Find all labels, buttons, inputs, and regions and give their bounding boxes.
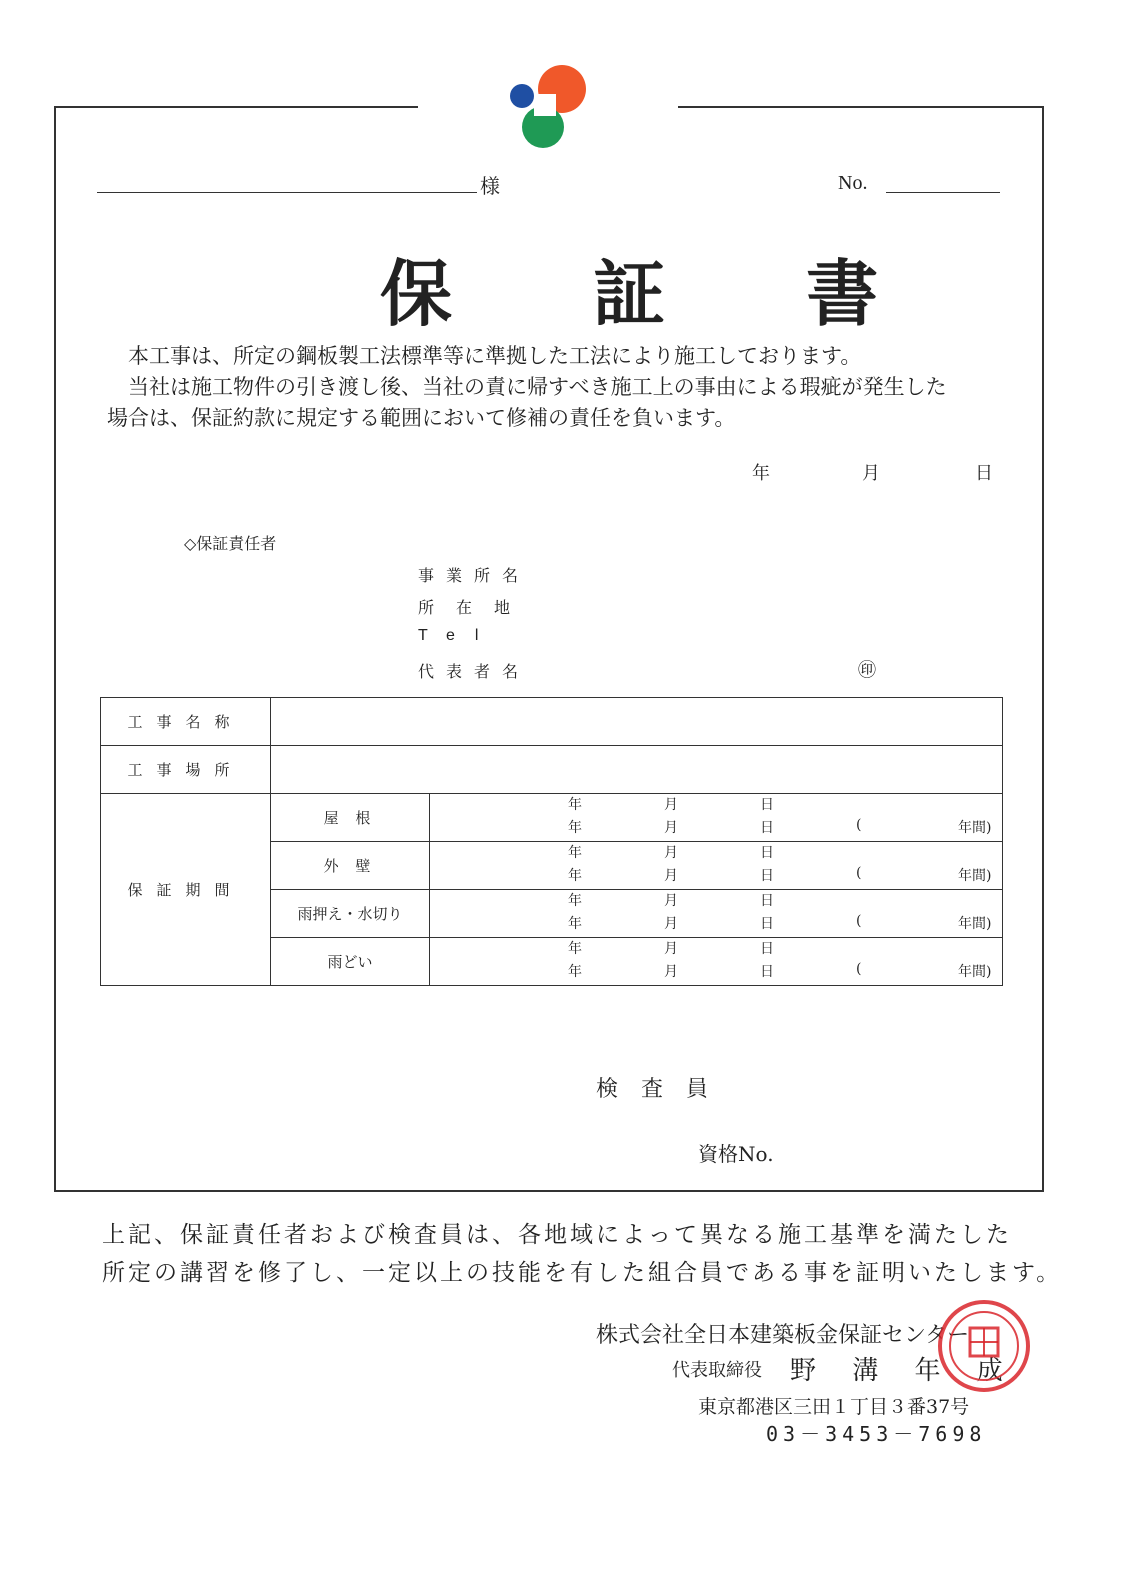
guarantor-section-label: ◇保証責任者 bbox=[184, 534, 277, 553]
work-place-row bbox=[101, 746, 1003, 794]
period-item-gutter: 雨どい bbox=[271, 938, 430, 986]
end-year: 年 bbox=[568, 868, 582, 884]
company-address: 東京都港区三田１丁目３番37号 bbox=[698, 1396, 970, 1418]
work-name-row bbox=[101, 698, 1003, 746]
address-label: 所在地 bbox=[418, 598, 533, 617]
start-day: 日 bbox=[760, 797, 774, 813]
recipient-suffix: 様 bbox=[480, 174, 500, 198]
company-name: 株式会社全日本建築板金保証センター bbox=[596, 1323, 970, 1348]
end-month: 月 bbox=[664, 916, 678, 932]
representative-name: 野 溝 年 成 bbox=[790, 1356, 1017, 1386]
start-month: 月 bbox=[664, 797, 678, 813]
period-dates-flashing[interactable] bbox=[430, 890, 1003, 938]
document-title: 保 証 書 bbox=[380, 251, 937, 336]
end-day: 日 bbox=[760, 820, 774, 836]
representative-title: 代表取締役 bbox=[672, 1360, 762, 1381]
years-label: 年間) bbox=[958, 820, 992, 836]
work-name-label: 工事名称 bbox=[101, 698, 271, 746]
end-day: 日 bbox=[760, 868, 774, 884]
work-name-field[interactable] bbox=[271, 698, 1003, 746]
footer-line-1: 上記、保証責任者および検査員は、各地域によって異なる施工基準を満たした bbox=[102, 1222, 1012, 1248]
start-month: 月 bbox=[664, 845, 678, 861]
seal-mark-icon: ㊞ bbox=[858, 660, 876, 681]
intro-line-2: 当社は施工物件の引き渡し後、当社の責に帰すべき施工上の事由による瑕疵が発生した bbox=[128, 375, 947, 399]
end-month: 月 bbox=[664, 964, 678, 980]
period-item-roof: 屋 根 bbox=[271, 794, 430, 842]
start-day: 日 bbox=[760, 893, 774, 909]
years-label: 年間) bbox=[958, 964, 992, 980]
end-year: 年 bbox=[568, 820, 582, 836]
period-dates-roof[interactable] bbox=[430, 794, 1003, 842]
recipient-field[interactable] bbox=[97, 168, 477, 193]
start-year: 年 bbox=[568, 797, 582, 813]
issue-day-label: 日 bbox=[975, 463, 993, 484]
start-year: 年 bbox=[568, 845, 582, 861]
issue-year-label: 年 bbox=[752, 463, 770, 484]
period-dates-gutter[interactable] bbox=[430, 938, 1003, 986]
representative-label: 代表者名 bbox=[418, 662, 531, 681]
issue-month-label: 月 bbox=[862, 463, 880, 484]
end-day: 日 bbox=[760, 916, 774, 932]
footer-line-2: 所定の講習を修了し、一定以上の技能を有した組合員である事を証明いたします。 bbox=[102, 1260, 1063, 1286]
period-item-flashing: 雨押え・水切り bbox=[271, 890, 430, 938]
start-month: 月 bbox=[664, 941, 678, 957]
years-open: ( bbox=[856, 865, 862, 881]
start-year: 年 bbox=[568, 893, 582, 909]
inspector-label: 検 査 員 bbox=[596, 1077, 716, 1102]
end-month: 月 bbox=[664, 820, 678, 836]
company-phone: 03－3453－7698 bbox=[766, 1422, 987, 1446]
period-dates-wall[interactable] bbox=[430, 842, 1003, 890]
end-month: 月 bbox=[664, 868, 678, 884]
years-open: ( bbox=[856, 817, 862, 833]
start-day: 日 bbox=[760, 941, 774, 957]
years-label: 年間) bbox=[958, 868, 992, 884]
end-day: 日 bbox=[760, 964, 774, 980]
number-label: No. bbox=[838, 172, 868, 194]
start-day: 日 bbox=[760, 845, 774, 861]
work-place-field[interactable] bbox=[271, 746, 1003, 794]
end-year: 年 bbox=[568, 916, 582, 932]
end-year: 年 bbox=[568, 964, 582, 980]
office-name-label: 事業所名 bbox=[418, 566, 531, 585]
period-label: 保証期間 bbox=[101, 794, 271, 986]
period-item-wall: 外 壁 bbox=[271, 842, 430, 890]
qualification-number-label: 資格No. bbox=[698, 1142, 774, 1166]
company-seal-icon bbox=[936, 1298, 1032, 1394]
work-place-label: 工事場所 bbox=[101, 746, 271, 794]
years-label: 年間) bbox=[958, 916, 992, 932]
years-open: ( bbox=[856, 913, 862, 929]
period-row-roof bbox=[101, 794, 1003, 842]
years-open: ( bbox=[856, 961, 862, 977]
start-year: 年 bbox=[568, 941, 582, 957]
intro-line-3: 場合は、保証約款に規定する範囲において修補の責任を負います。 bbox=[107, 406, 736, 430]
number-field[interactable] bbox=[886, 170, 1000, 193]
start-month: 月 bbox=[664, 893, 678, 909]
tel-label: Tel bbox=[418, 627, 499, 644]
guarantee-table bbox=[100, 697, 1003, 986]
intro-line-1: 本工事は、所定の鋼板製工法標準等に準拠した工法により施工しております。 bbox=[128, 344, 862, 368]
